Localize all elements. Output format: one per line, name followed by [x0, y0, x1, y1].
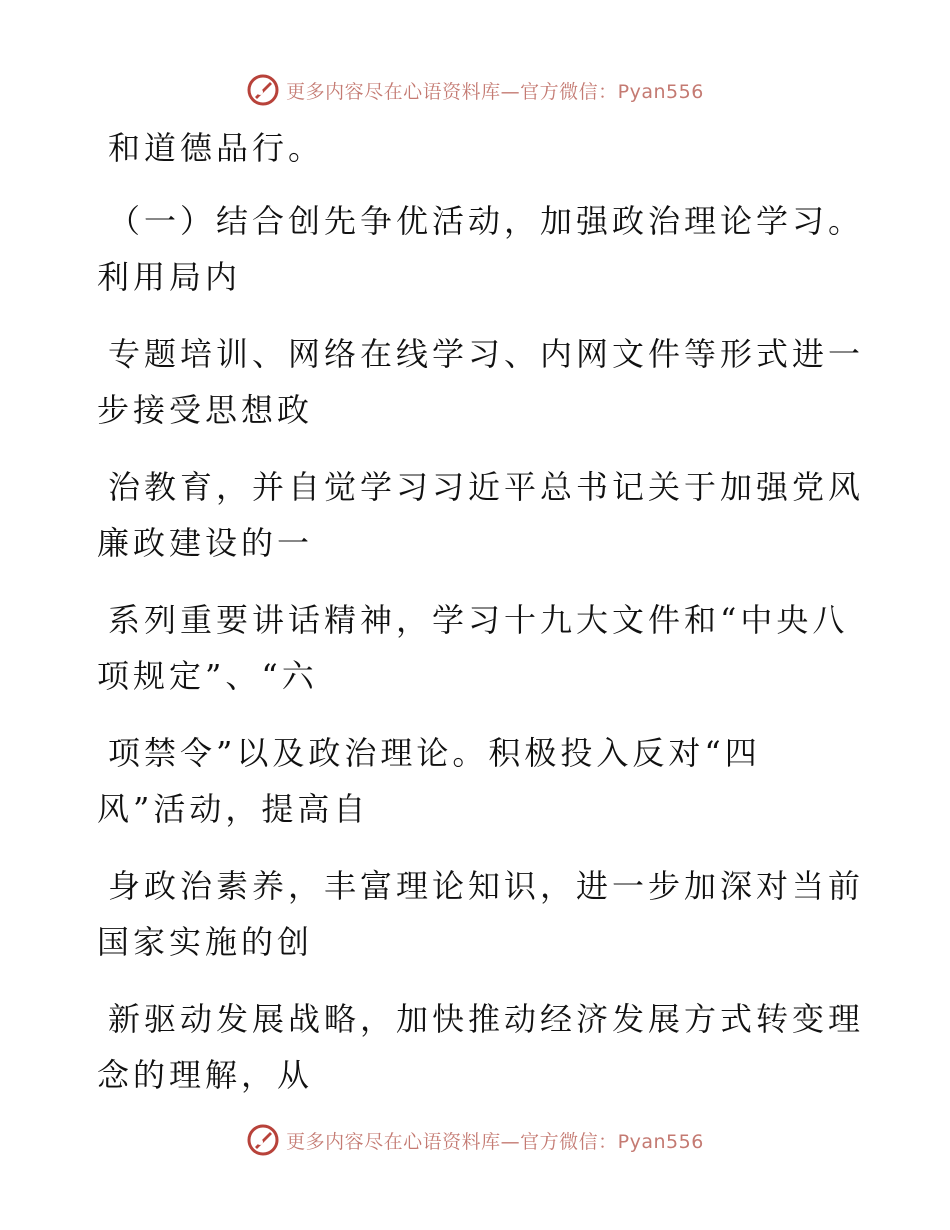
text-line: 利用局内	[97, 258, 242, 296]
text-line: 项禁令”以及政治理论。积极投入反对“四	[108, 734, 761, 772]
text-line: 新驱动发展战略，加快推动经济发展方式转变理	[108, 1000, 865, 1038]
quill-logo-icon	[246, 1123, 280, 1157]
header-banner-text: 更多内容尽在心语资料库—官方微信：Pyan556	[286, 80, 704, 103]
text-line: （一）结合创先争优活动，加强政治理论学习。	[108, 202, 865, 240]
text-line: 国家实施的创	[97, 923, 314, 961]
text-line: 风”活动，提高自	[97, 790, 370, 828]
text-line: 系列重要讲话精神，学习十九大文件和“中央八	[108, 601, 849, 639]
footer-banner	[0, 1120, 950, 1160]
text-line: 廉政建设的一	[97, 524, 314, 562]
text-line: 念的理解，从	[97, 1056, 314, 1094]
text-line: 步接受思想政	[97, 391, 314, 429]
text-line: 专题培训、网络在线学习、内网文件等形式进一	[108, 335, 865, 373]
text-line: 治教育，并自觉学习习近平总书记关于加强党风	[108, 468, 865, 506]
text-line: 项规定”、“六	[97, 657, 318, 695]
text-line: 和道德品行。	[108, 129, 325, 167]
footer-banner-text: 更多内容尽在心语资料库—官方微信：Pyan556	[286, 1130, 704, 1153]
text-line: 身政治素养，丰富理论知识，进一步加深对当前	[108, 867, 865, 905]
